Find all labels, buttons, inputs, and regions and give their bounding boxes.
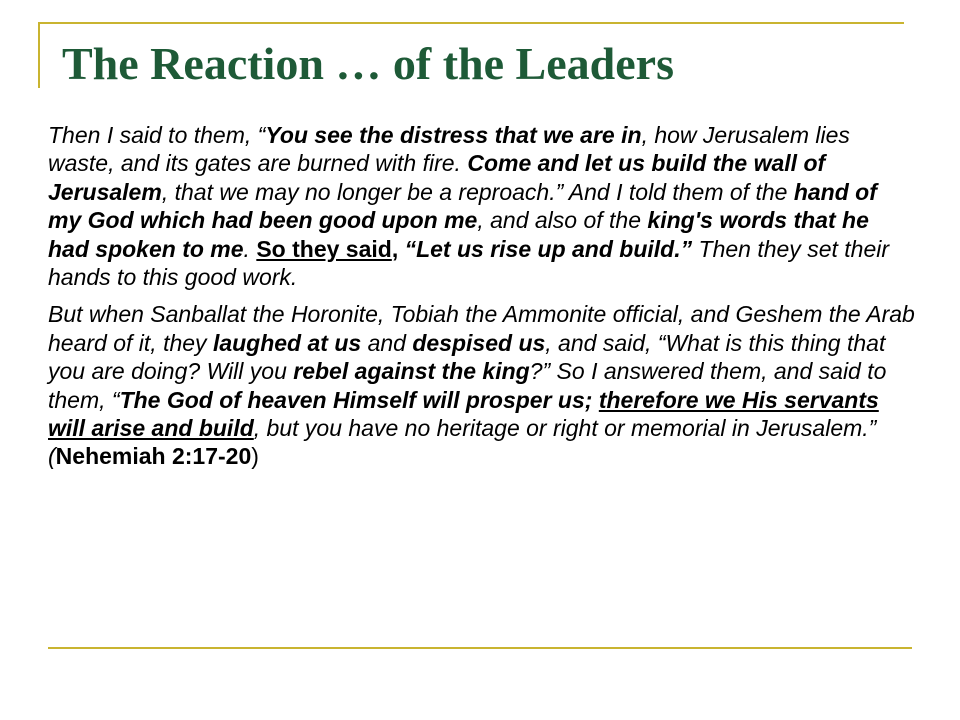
p1-bold-underlined [256, 236, 391, 262]
slide-body [48, 121, 916, 480]
scripture-reference: Nehemiah 2:17-20 [55, 443, 252, 470]
bottom-divider [48, 647, 912, 649]
p1-quote-bold: “Let us rise up and build.” [404, 235, 693, 262]
p2-bold: The God of heaven Himself will prosper us; [119, 386, 593, 413]
p2-text: , but you have no heritage or right or memorial in Jerusalem.” ( [48, 415, 877, 470]
paragraph-1 [48, 121, 916, 291]
p1-underline: So they said [256, 235, 392, 262]
left-divider [38, 22, 40, 88]
p2-text: But when Sanballat the Horonite, Tobiah the Ammonite official, and Geshem the Arab heard of it, they [48, 301, 915, 356]
p1-text: , how Jerusalem lies waste, and its gates are burned with fire. [48, 122, 850, 177]
p1-bold: , [391, 235, 405, 262]
p1-bold: king's words that he had spoken to me [48, 207, 869, 262]
p1-text: Then I said to them, “ [48, 122, 266, 148]
p2-text: , and said, “What is this thing that you are doing? Will you [48, 329, 886, 385]
p2-text: and [361, 329, 413, 356]
top-divider [38, 22, 904, 24]
p2-bold: despised us [412, 329, 546, 356]
p1-text: Then they set their hands to this good work. [48, 235, 890, 291]
p2-bold: rebel against the king [293, 358, 530, 385]
p2-text: ?” So I answered them, and said to them, “ [48, 358, 887, 413]
p1-text: , that we may no longer be a reproach.” And I told them of the [161, 178, 794, 205]
p1-bold: Come and let us build the wall of Jerusalem [48, 150, 826, 205]
p1-bold: hand of my God which had been good upon me [48, 178, 877, 234]
p2-text: ) [251, 443, 259, 470]
p2-underline: therefore we His servants will arise and build [48, 386, 879, 442]
p1-bold: You see the distress that we are in [265, 122, 642, 148]
slide-title: The Reaction … of the Leaders [62, 38, 674, 89]
p1-text: , and also of the [477, 207, 648, 234]
paragraph-2 [48, 300, 916, 470]
p2-bold: laughed at us [212, 329, 362, 356]
p1-text: . [243, 235, 257, 262]
